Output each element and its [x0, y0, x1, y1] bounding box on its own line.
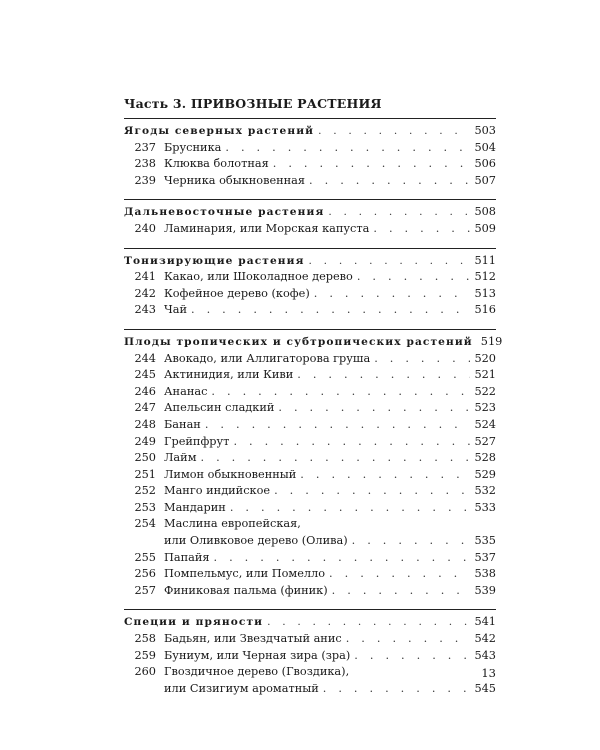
toc-entry[interactable]: [124, 483, 496, 500]
entry-number: 238: [134, 157, 156, 171]
dot-leader: [309, 253, 471, 270]
toc-entry[interactable]: [124, 583, 496, 600]
entry-title: Черника обыкновенная: [164, 173, 306, 187]
entry-title: Ламинария, или Морская капуста: [164, 221, 370, 235]
toc-entry-continuation[interactable]: [124, 533, 496, 550]
section-heading[interactable]: [124, 123, 496, 140]
entry-page: 512: [474, 270, 496, 284]
dot-leader: [230, 500, 471, 517]
toc-entry[interactable]: [124, 140, 496, 157]
dot-leader: [300, 467, 470, 484]
toc-entry[interactable]: [124, 384, 496, 401]
entry-title: Маслина европейская,: [164, 517, 301, 531]
toc-entry[interactable]: [124, 221, 496, 238]
entry-number: 255: [134, 550, 156, 564]
section-title: Тонизирующие растения: [124, 254, 305, 267]
entry-number: 258: [134, 632, 156, 646]
section-page: 541: [474, 615, 496, 629]
dot-leader: [191, 302, 470, 319]
toc-entry[interactable]: [124, 417, 496, 434]
entry-title: Финиковая пальма (финик): [164, 583, 328, 597]
dot-leader: [318, 123, 470, 140]
entry-title: Лимон обыкновенный: [164, 467, 297, 481]
entry-number: 237: [134, 140, 156, 154]
entry-page: 537: [474, 550, 496, 564]
entry-page: 542: [474, 632, 496, 646]
toc-section: [124, 248, 496, 319]
dot-leader: [328, 204, 470, 221]
dot-leader: [352, 533, 471, 550]
entry-number: 249: [134, 434, 156, 448]
entry-title: Какао, или Шоколадное дерево: [164, 270, 353, 284]
entry-page: 538: [474, 567, 496, 581]
entry-page: 520: [474, 351, 496, 365]
entry-title: Помпельмус, или Помелло: [164, 567, 326, 581]
entry-page: 509: [474, 221, 496, 235]
entry-page: 545: [474, 681, 496, 695]
entry-number: 250: [134, 451, 156, 465]
dot-leader: [329, 566, 470, 583]
entry-page: 533: [474, 500, 496, 514]
section-heading[interactable]: [124, 204, 496, 221]
toc-section: [124, 609, 496, 697]
entry-title: Клюква болотная: [164, 157, 269, 171]
entry-page: 539: [474, 583, 496, 597]
section-heading[interactable]: [124, 614, 496, 631]
toc-entry[interactable]: [124, 351, 496, 368]
entry-number: 259: [134, 648, 156, 662]
entry-title: Мандарин: [164, 500, 226, 514]
dot-leader: [211, 384, 470, 401]
dot-leader: [205, 417, 471, 434]
toc-entry[interactable]: [124, 367, 496, 384]
entry-page: 535: [474, 534, 496, 548]
page-number: 13: [481, 666, 496, 680]
entry-page: 523: [474, 401, 496, 415]
dot-leader: [225, 140, 470, 157]
toc-section: [124, 329, 503, 600]
entry-number: 260: [134, 665, 156, 679]
toc-entry[interactable]: [124, 269, 496, 286]
section-page: 508: [474, 205, 496, 219]
entry-number: 239: [134, 173, 156, 187]
section-page: 519: [480, 334, 503, 348]
entry-number: 243: [134, 303, 156, 317]
toc-entry[interactable]: [124, 467, 496, 484]
entry-number: 248: [134, 417, 156, 431]
entry-page: 524: [474, 417, 496, 431]
dot-leader: [214, 550, 471, 567]
dot-leader: [274, 483, 470, 500]
toc-section: [124, 118, 496, 189]
entry-title: Грейпфрут: [164, 434, 230, 448]
entry-number: 256: [134, 567, 156, 581]
entry-number: 247: [134, 401, 156, 415]
entry-title: Бадьян, или Звездчатый анис: [164, 632, 342, 646]
entry-title: Апельсин сладкий: [164, 401, 275, 415]
toc-entry[interactable]: [124, 516, 496, 533]
entry-title: Папайя: [164, 550, 210, 564]
section-title: Плоды тропических и субтропических растений: [124, 335, 473, 348]
entry-page: 504: [474, 140, 496, 154]
entry-title: Банан: [164, 417, 201, 431]
toc-entry[interactable]: [124, 400, 496, 417]
entry-number: 245: [134, 368, 156, 382]
toc-entry[interactable]: [124, 302, 496, 319]
entry-page: 529: [474, 467, 496, 481]
dot-leader: [332, 583, 471, 600]
entry-number: 246: [134, 384, 156, 398]
entry-title: Буниум, или Черная зира (зра): [164, 648, 351, 662]
entry-page: 527: [474, 434, 496, 448]
dot-leader: [233, 434, 470, 451]
entry-page: 528: [474, 451, 496, 465]
dot-leader: [200, 450, 470, 467]
dot-leader: [267, 614, 470, 631]
dot-leader: [357, 269, 471, 286]
entry-page: 513: [474, 286, 496, 300]
entry-title: Манго индийское: [164, 484, 271, 498]
section-title: Специи и пряности: [124, 616, 264, 629]
dot-leader: [323, 681, 471, 698]
section-title: Дальневосточные растения: [124, 206, 325, 219]
entry-title-continued: или Оливковое дерево (Олива): [164, 534, 348, 548]
entry-title: Лайм: [164, 451, 197, 465]
entry-page: 521: [474, 368, 496, 382]
dot-leader: [374, 351, 470, 368]
toc-entry[interactable]: [124, 434, 496, 451]
entry-number: 251: [134, 467, 156, 481]
entry-page: 516: [474, 303, 496, 317]
toc-entry[interactable]: [124, 450, 496, 467]
toc-entry[interactable]: [124, 156, 496, 173]
entry-page: 522: [474, 384, 496, 398]
entry-page: 506: [474, 157, 496, 171]
toc-entry[interactable]: [124, 550, 496, 567]
entry-number: 242: [134, 286, 156, 300]
section-heading[interactable]: [124, 334, 503, 351]
entry-title: Брусника: [164, 140, 222, 154]
dot-leader: [346, 631, 471, 648]
entry-number: 252: [134, 484, 156, 498]
dot-leader: [278, 400, 470, 417]
toc-entry[interactable]: [124, 286, 496, 303]
toc-entry[interactable]: [124, 500, 496, 517]
dot-leader: [309, 173, 470, 190]
section-heading[interactable]: [124, 253, 496, 270]
entry-page: 507: [474, 173, 496, 187]
entry-page: 543: [474, 648, 496, 662]
entry-page: 532: [474, 484, 496, 498]
entry-title: Гвоздичное дерево (Гвоздика),: [164, 665, 350, 679]
toc-entry[interactable]: [124, 173, 496, 190]
entry-title-continued: или Сизигиум ароматный: [164, 681, 319, 695]
entry-number: 241: [134, 270, 156, 284]
dot-leader: [273, 156, 471, 173]
section-page: 503: [474, 124, 496, 137]
part-title: Часть 3. ПРИВОЗНЫЕ РАСТЕНИЯ: [124, 96, 382, 111]
dot-leader: [297, 367, 470, 384]
dot-leader: [354, 648, 470, 665]
entry-number: 240: [134, 221, 156, 235]
section-page: 511: [474, 253, 496, 267]
toc-section: [124, 199, 496, 237]
toc-entry-continuation[interactable]: [124, 681, 496, 698]
toc-entry[interactable]: [124, 648, 496, 665]
entry-number: 253: [134, 500, 156, 514]
table-of-contents: [124, 118, 503, 707]
entry-title: Чай: [164, 303, 187, 317]
dot-leader: [314, 286, 471, 303]
toc-entry[interactable]: [124, 631, 496, 648]
entry-number: 257: [134, 583, 156, 597]
entry-title: Авокадо, или Аллигаторова груша: [164, 351, 371, 365]
entry-title: Актинидия, или Киви: [164, 368, 294, 382]
entry-number: 254: [134, 517, 156, 531]
entry-number: 244: [134, 351, 156, 365]
entry-title: Ананас: [164, 384, 208, 398]
dot-leader: [373, 221, 470, 238]
section-title: Ягоды северных растений: [124, 125, 315, 137]
entry-title: Кофейное дерево (кофе): [164, 286, 310, 300]
toc-entry[interactable]: [124, 566, 496, 583]
